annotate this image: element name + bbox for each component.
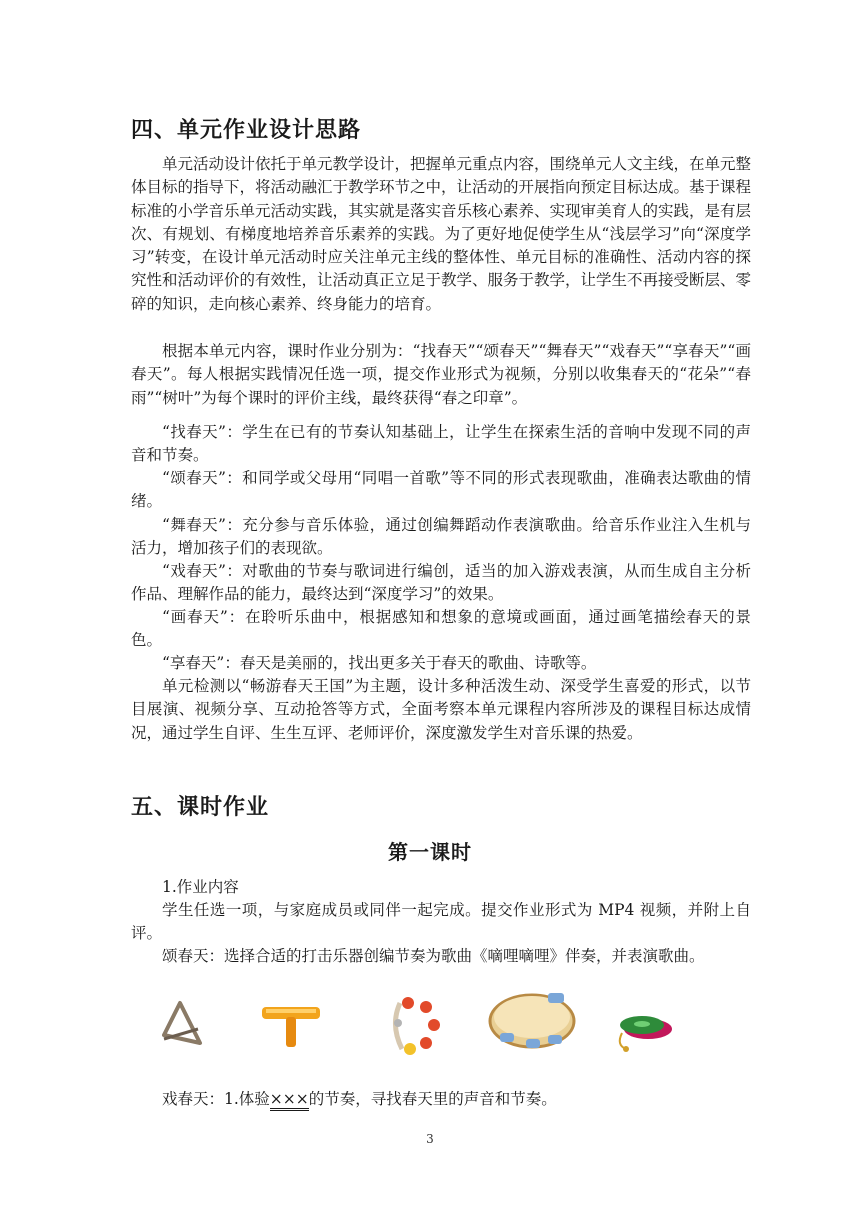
tambourine-icon xyxy=(486,985,586,1057)
homework-paragraph-3 xyxy=(131,1088,751,1111)
section4-paragraph-3: “找春天”：学生在已有的节奏认知基础上，让学生在探索生活的音响中发现不同的声音和节奏。 xyxy=(131,423,751,465)
section4-paragraph-5: “舞春天”：充分参与音乐体验，通过创编舞蹈动作表演歌曲。给音乐作业注入生机与活力，增加孩子们的表现欲。 xyxy=(131,516,751,558)
page-number: 3 xyxy=(426,1132,434,1146)
section4-heading: 四、单元作业设计思路 xyxy=(131,118,362,143)
section4-paragraph-9: 单元检测以“畅游春天王国”为主题，设计多种活泼生动、深受学生喜爱的形式，以节目展演、视频分享、互动抢答等方式，全面考察本单元课程内容所涉及的课程目标达成情况，通过学生自评、生生互评、老师评价，深度激发学生对音乐课的热爱。 xyxy=(131,677,751,742)
section4-paragraph-8: “享春天”：春天是美丽的，找出更多关于春天的歌曲、诗歌等。 xyxy=(162,654,597,672)
section4-paragraph-4: “颂春天”：和同学或父母用“同唱一首歌”等不同的形式表现歌曲，准确表达歌曲的情绪。 xyxy=(131,469,751,511)
triangle-icon xyxy=(158,999,208,1047)
lesson-title: 第一课时 xyxy=(388,840,472,864)
homework-paragraph-3-suffix: 的节奏，寻找春天里的声音和节奏。 xyxy=(308,1090,557,1108)
homework-paragraph-1: 学生任选一项，与家庭成员或同伴一起完成。提交作业形式为 MP4 视频，并附上自评。 xyxy=(131,901,751,943)
homework-paragraph-3-prefix: 戏春天：1.体验 xyxy=(162,1090,270,1108)
cymbals-icon xyxy=(612,1009,676,1055)
section4-paragraph-7: “画春天”：在聆听乐曲中，根据感知和想象的意境或画面，通过画笔描绘春天的景色。 xyxy=(131,608,751,650)
rhythm-pattern: ××× xyxy=(270,1090,309,1111)
instrument-illustrations xyxy=(150,995,710,1065)
homework-item-label: 1.作业内容 xyxy=(162,878,239,896)
wood-block-icon xyxy=(258,1001,324,1051)
section4-paragraph-2: 根据本单元内容，课时作业分别为：“找春天”“颂春天”“舞春天”“戏春天”“享春天”“画春天”。每人根据实践情况任选一项，提交作业形式为视频，分别以收集春天的“花朵”“春雨”“树叶”为每个课时的评价主线，最终获得“春之印章”。 xyxy=(131,342,751,407)
homework-paragraph-2: 颂春天：选择合适的打击乐器创编节奏为歌曲《嘀哩嘀哩》伴奏，并表演歌曲。 xyxy=(162,947,705,965)
section4-paragraph-1: 单元活动设计依托于单元教学设计，把握单元重点内容，围绕单元人文主线，在单元整体目标的指导下，将活动融汇于教学环节之中，让活动的开展指向预定目标达成。基于课程标准的小学音乐单元活动实践，其实就是落实音乐核心素养、实现审美育人的实践，是有层次、有规划、有梯度地培养音乐素养的实践。为了更好地促使学生从“浅层学习”向“深度学习”转变，在设计单元活动时应关注单元主线的整体性、单元目标的准确性、活动内容的探究性和活动评价的有效性，让活动真正立足于教学、服务于教学，让学生不再接受断层、零碎的知识，走向核心素养、终身能力的培育。 xyxy=(131,155,752,313)
bell-stick-icon xyxy=(386,995,446,1057)
section4-paragraph-6: “戏春天”：对歌曲的节奏与歌词进行编创，适当的加入游戏表演，从而生成自主分析作品、理解作品的能力，最终达到“深度学习”的效果。 xyxy=(131,562,751,604)
section5-heading: 五、课时作业 xyxy=(131,795,270,820)
